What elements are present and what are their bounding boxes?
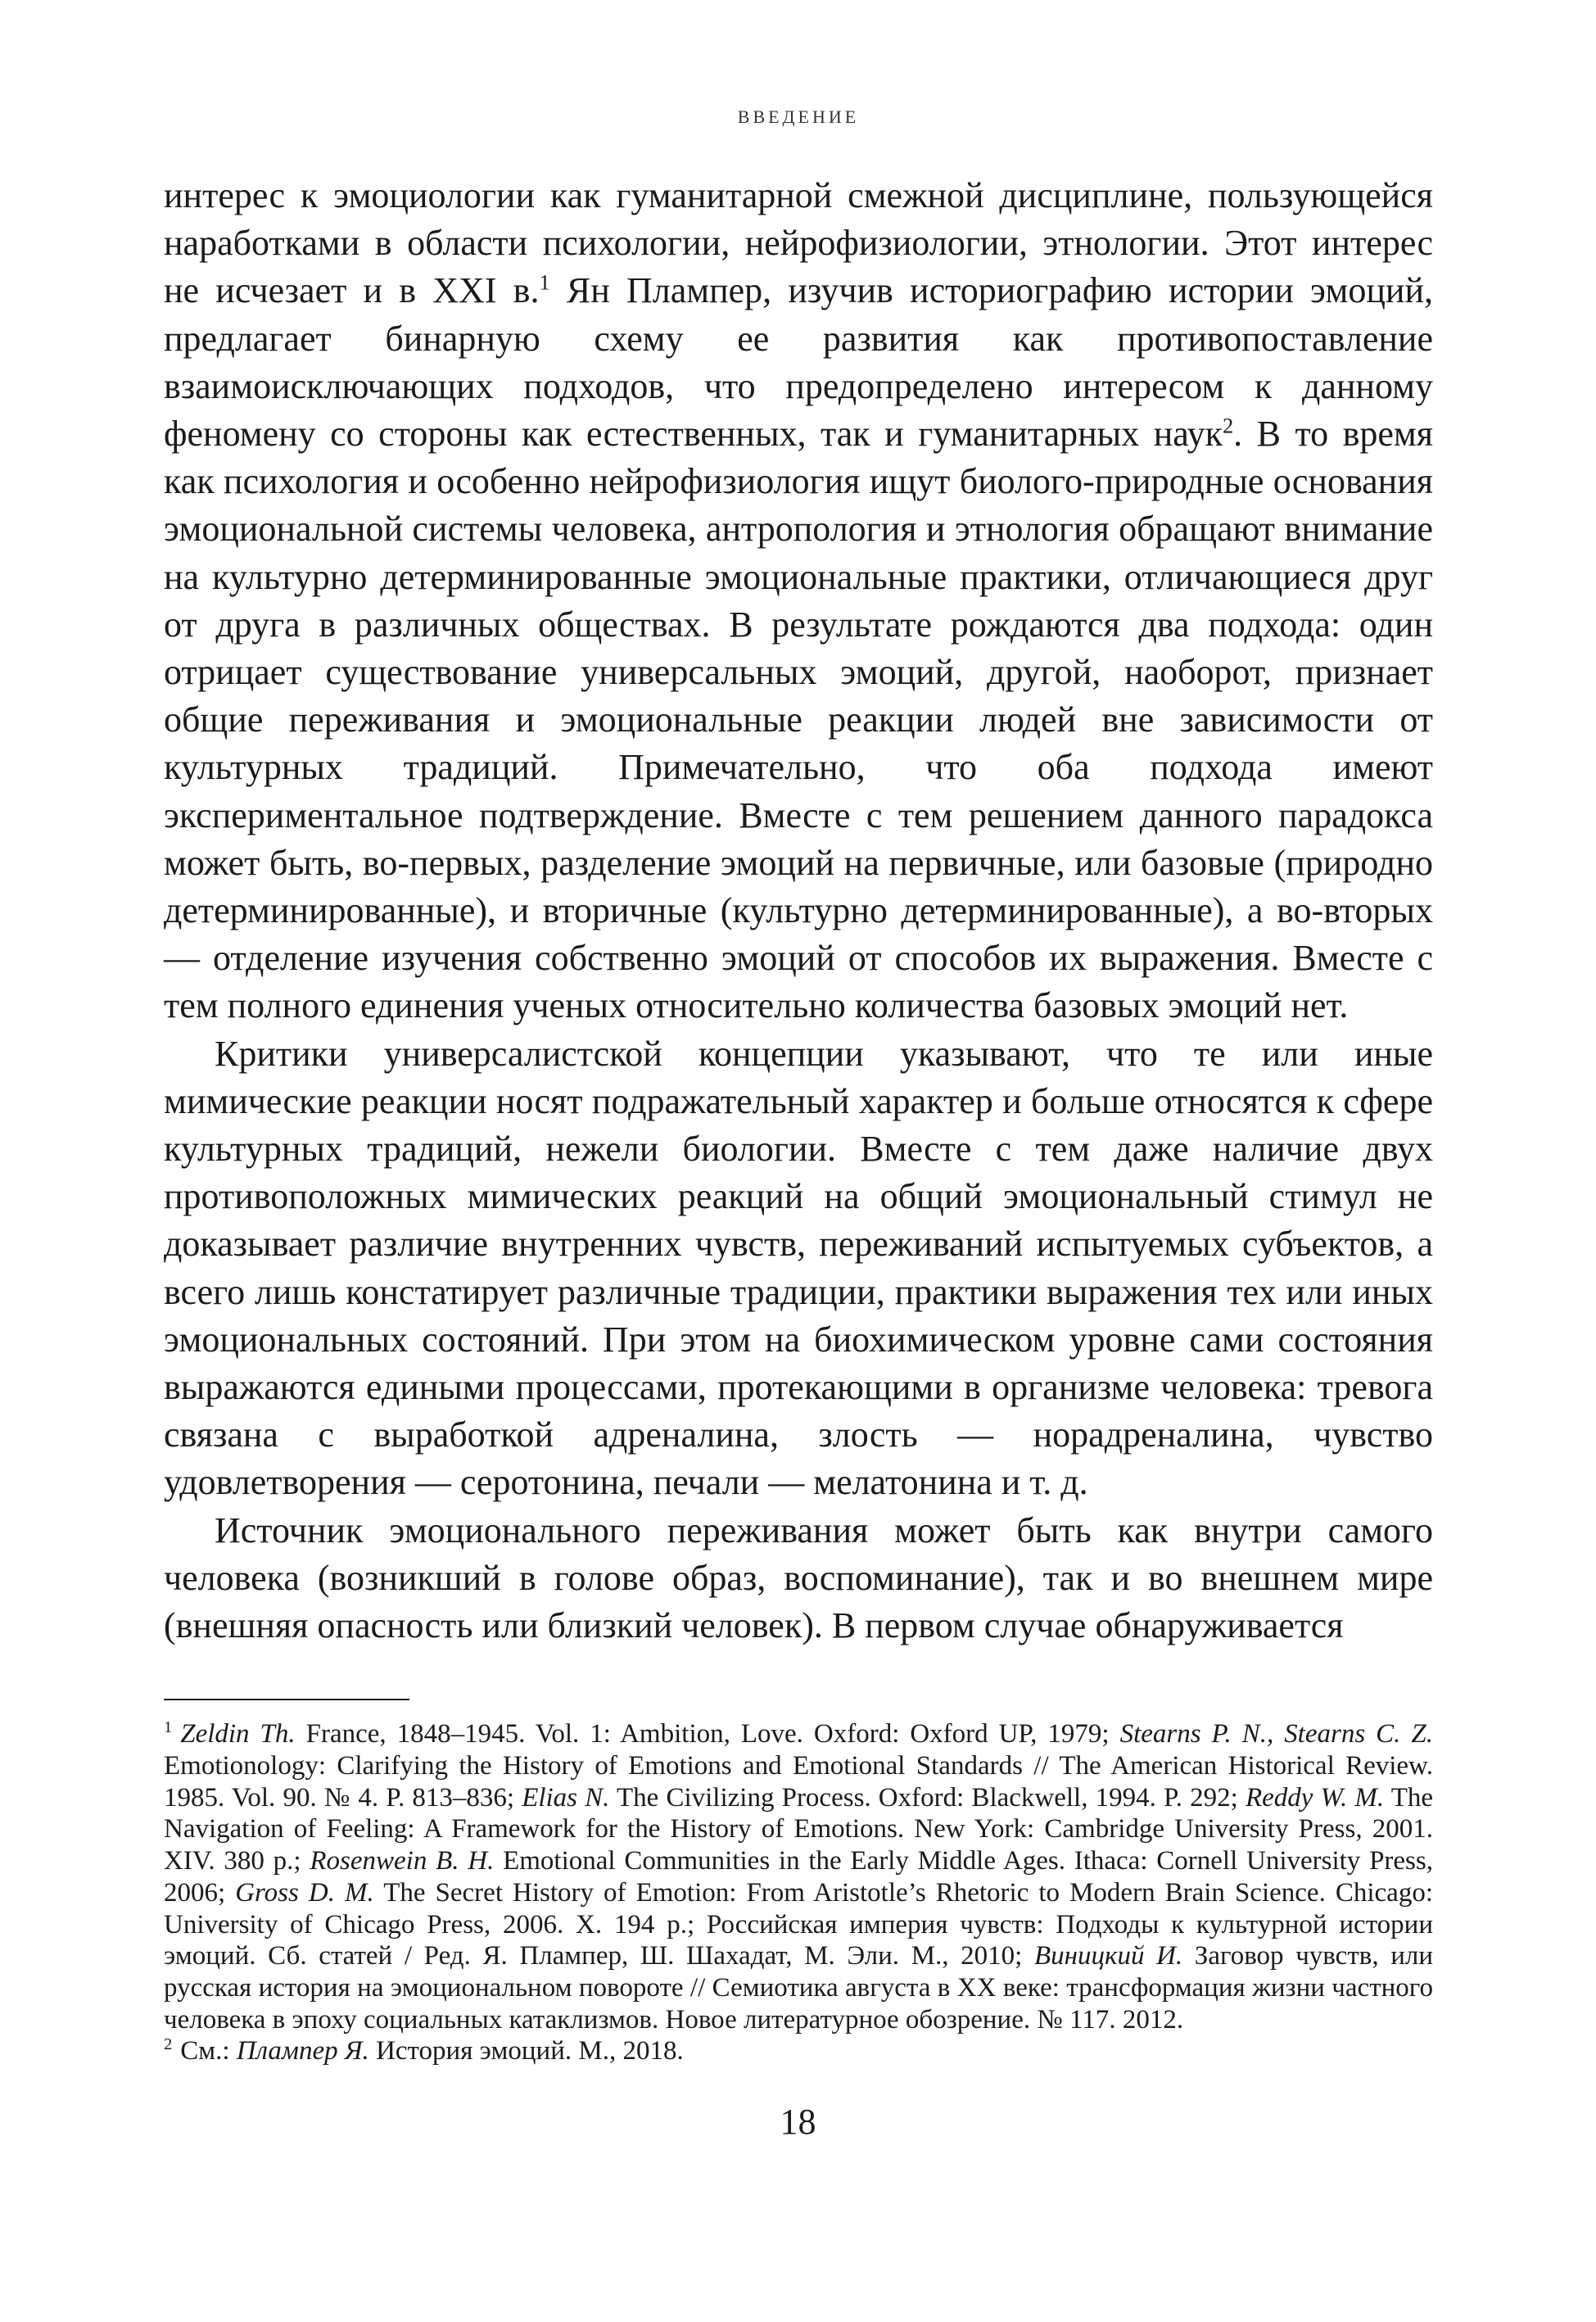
- text-run: . В то время как психология и особенно нейрофизиология ищут биолого-природные основания эмоциональной системы человека, антропология и этнология обращают внимание на культурно детерминированные эмоциональные практики, отличающиеся друг от друга в различных обществах. В результате рождаются два подхода: один отрицает существование универсальных эмоций, другой, наоборот, признает общие переживания и эмоциональные реакции людей вне зависимости от культурных традиций. Примечательно, что оба подхода имеют экспериментальное подтверждение. Вместе с тем решением данного парадокса может быть, во-первых, разделение эмоций на первичные, или базовые (природно детерминированные), и вторичные (культурно детерминированные), а во-вторых — отделение изучения собственно эмоций от способов их выражения. Вместе с тем полного единения ученых относительно количества базовых эмоций нет.: [164, 414, 1434, 1026]
- text-run: интерес к эмоциологии как гуманитарной смежной дисциплине, пользующейся наработками в области психологии, нейрофизиологии, этнологии. Этот интерес не исчезает и в XXI в.: [164, 175, 1433, 311]
- page-number: 18: [780, 2102, 816, 2142]
- footnote-marker: 2: [164, 2035, 173, 2054]
- body-text: [164, 172, 1433, 1650]
- cited-author: Rosenwein B. H.: [310, 1846, 495, 1876]
- text-run: Источник эмоционального переживания может быть как внутри самого человека (возникший в голове образ, воспоминание), так и во внешнем мире (внешняя опасность или близкий человек). В первом случае обнаруживается: [164, 1510, 1433, 1646]
- text-run: См.:: [180, 2036, 237, 2066]
- book-page: [164, 98, 1433, 2261]
- running-head: ВВЕДЕНИЕ: [737, 106, 860, 127]
- footnote-divider: [164, 1699, 409, 1700]
- footnote-reference: 2: [1222, 413, 1234, 438]
- text-run: The Secret History of Emotion: From Aristotle’s Rhetoric to Modern Brain Science. Chicago: University of Chicago Press, 2006. X. 194 p.; Российская империя чувств: Подходы к культурной истории эмоций. Сб. статей / Ред. Я. Плампер, Ш. Шахадат, М. Эли. М., 2010;: [164, 1877, 1433, 1971]
- cited-author: Reddy W. M.: [1245, 1782, 1385, 1813]
- text-run: Заговор чувств, или русская история на эмоциональном повороте // Семиотика августа в XX веке: трансформация жизни частного человека в эпоху социальных катаклизмов. Новое литературное обозрение. № 117. 2012.: [164, 1941, 1434, 2035]
- footnote-marker: 1: [164, 1718, 173, 1737]
- cited-author: Stearns P. N., Stearns C. Z.: [1119, 1719, 1434, 1749]
- text-run: Emotional Communities in the Early Middle Ages. Ithaca: Cornell University Press, 2006;: [164, 1846, 1433, 1908]
- text-run: Критики универсалистской концепции указывают, что те или иные мимические реакции носят подражательный характер и больше относятся к сфере культурных традиций, нежели биологии. Вместе с тем даже наличие двух противоположных мимических реакций на общий эмоциональный стимул не доказывает различие внутренних чувств, переживаний испытуемых субъектов, а всего лишь констатирует различные традиции, практики выражения тех или иных эмоциональных состояний. При этом на биохимическом уровне сами состояния выражаются едиными процессами, протекающими в организме человека: тревога связана с выработкой адреналина, злость — норадреналина, чувство удовлетворения — серотонина, печали — мелатонина и т. д.: [164, 1033, 1433, 1503]
- footnote: [164, 2035, 1433, 2067]
- footnote-reference: 1: [539, 269, 550, 295]
- paragraph: [164, 172, 1433, 1030]
- text-run: История эмоций. М., 2018.: [368, 2036, 684, 2066]
- text-run: France, 1848–1945. Vol. 1: Ambition, Love. Oxford: Oxford UP, 1979;: [295, 1719, 1120, 1749]
- cited-author: Плампер Я.: [236, 2036, 369, 2066]
- text-run: Ян Плампер, изучив историографию истории эмоций, предлагает бинарную схему ее развития как противопоставление взаимоисключающих подходов, что предопределено интересом к данному феномену со стороны как естественных, так и гуманитарных наук: [164, 270, 1434, 455]
- paragraph: [164, 1030, 1433, 1507]
- text-run: Emotionology: Clarifying the History of Emotions and Emotional Standards // The American Historical Review. 1985. Vol. 90. № 4. P. 813–836;: [164, 1751, 1433, 1813]
- footnote: [164, 1718, 1433, 2035]
- cited-author: Gross D. M.: [235, 1877, 374, 1908]
- cited-author: Elias N.: [522, 1782, 610, 1813]
- text-run: The Civilizing Process. Oxford: Blackwell, 1994. P. 292;: [609, 1782, 1246, 1813]
- footnotes: [164, 1718, 1433, 2067]
- cited-author: Виницкий И.: [1033, 1941, 1183, 1971]
- paragraph: [164, 1507, 1433, 1650]
- cited-author: Zeldin Th.: [180, 1719, 296, 1749]
- text-run: The Navigation of Feeling: A Framework for the History of Emotions. New York: Cambridge University Press, 2001. XIV. 380 p.;: [164, 1782, 1433, 1876]
